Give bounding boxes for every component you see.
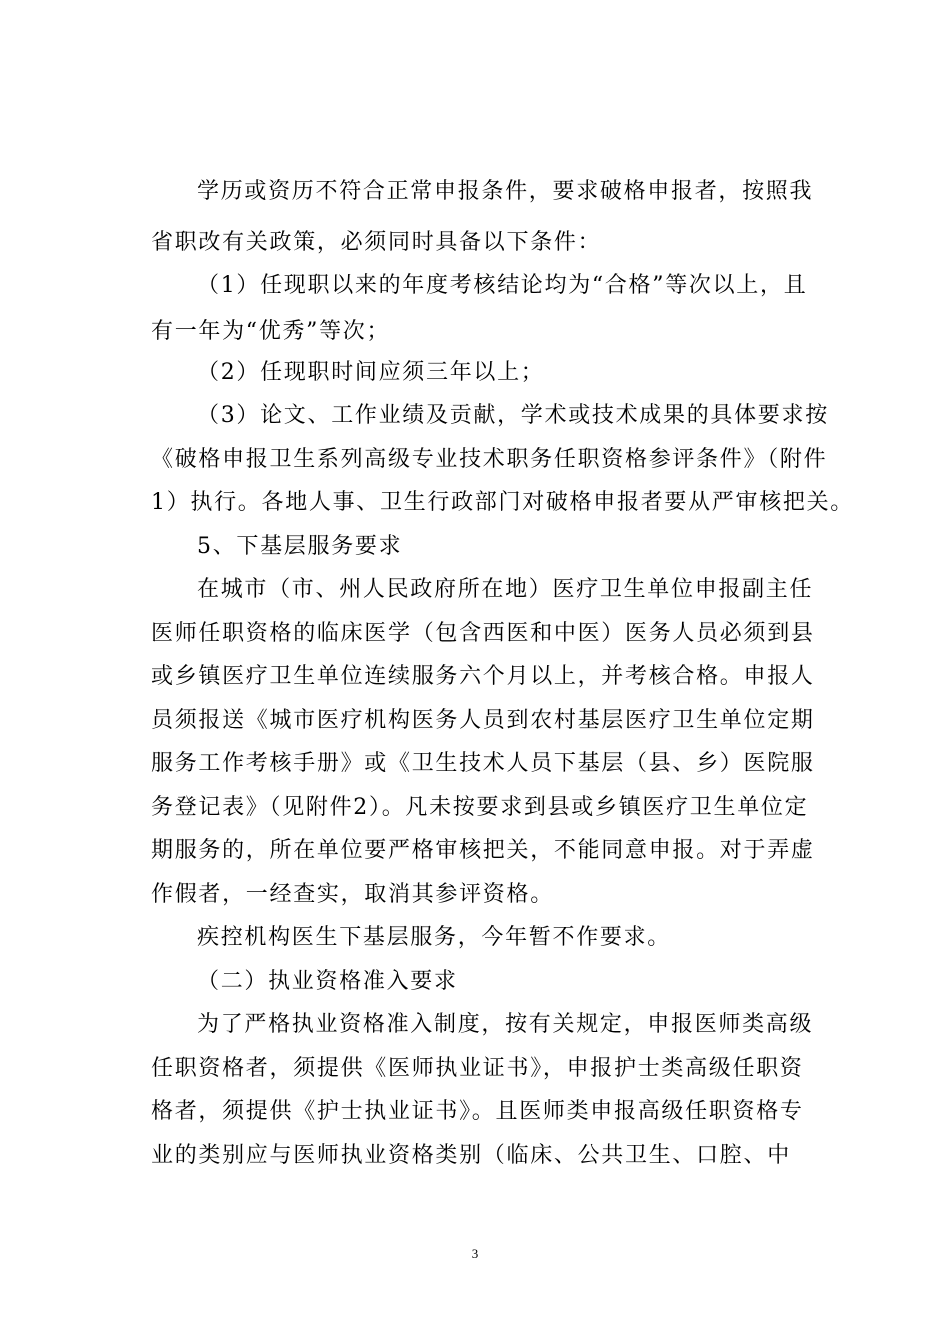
text-line: （2）任现职时间应须三年以上； [197, 360, 545, 385]
text-line: 或乡镇医疗卫生单位连续服务六个月以上，并考核合格。申报人 [151, 664, 815, 689]
text-line: 业的类别应与医师执业资格类别（临床、公共卫生、口腔、中 [151, 1143, 791, 1168]
text-line: 《破格申报卫生系列高级专业技术职务任职资格参评条件》（附件 [151, 447, 828, 472]
text-line: （1）任现职以来的年度考核结论均为“合格”等次以上，且 [197, 273, 808, 298]
text-line: （3）论文、工作业绩及贡献，学术或技术成果的具体要求按 [197, 403, 829, 428]
text-line: 学历或资历不符合正常申报条件，要求破格申报者，按照我 [197, 179, 814, 204]
section-heading: （二）执业资格准入要求 [197, 969, 458, 994]
text-line: 员须报送《城市医疗机构医务人员到农村基层医疗卫生单位定期 [151, 708, 815, 733]
text-line: 省职改有关政策，必须同时具备以下条件： [151, 230, 602, 255]
text-line: 医师任职资格的临床医学（包含西医和中医）医务人员必须到县 [151, 621, 815, 646]
text-line: 作假者，一经查实，取消其参评资格。 [151, 882, 554, 907]
text-line: 1）执行。各地人事、卫生行政部门对破格申报者要从严审核把关。 [151, 490, 854, 515]
text-line: 在城市（市、州人民政府所在地）医疗卫生单位申报副主任 [197, 577, 814, 602]
text-line: 期服务的，所在单位要严格审核把关，不能同意申报。对于弄虚 [151, 838, 815, 863]
page-number: 3 [471, 1246, 479, 1261]
section-heading: 5、下基层服务要求 [197, 534, 403, 559]
text-line: 疾控机构医生下基层服务，今年暂不作要求。 [197, 925, 672, 950]
text-line: 有一年为“优秀”等次； [151, 319, 391, 344]
text-line: 任职资格者，须提供《医师执业证书》，申报护士类高级任职资 [151, 1056, 804, 1081]
text-line: 格者，须提供《护士执业证书》。且医师类申报高级任职资格专 [151, 1099, 804, 1124]
text-line: 为了严格执业资格准入制度，按有关规定，申报医师类高级 [197, 1012, 814, 1037]
text-line: 务登记表》（见附件2）。凡未按要求到县或乡镇医疗卫生单位定 [151, 795, 809, 820]
text-line: 服务工作考核手册》或《卫生技术人员下基层（县、乡）医院服 [151, 751, 815, 776]
